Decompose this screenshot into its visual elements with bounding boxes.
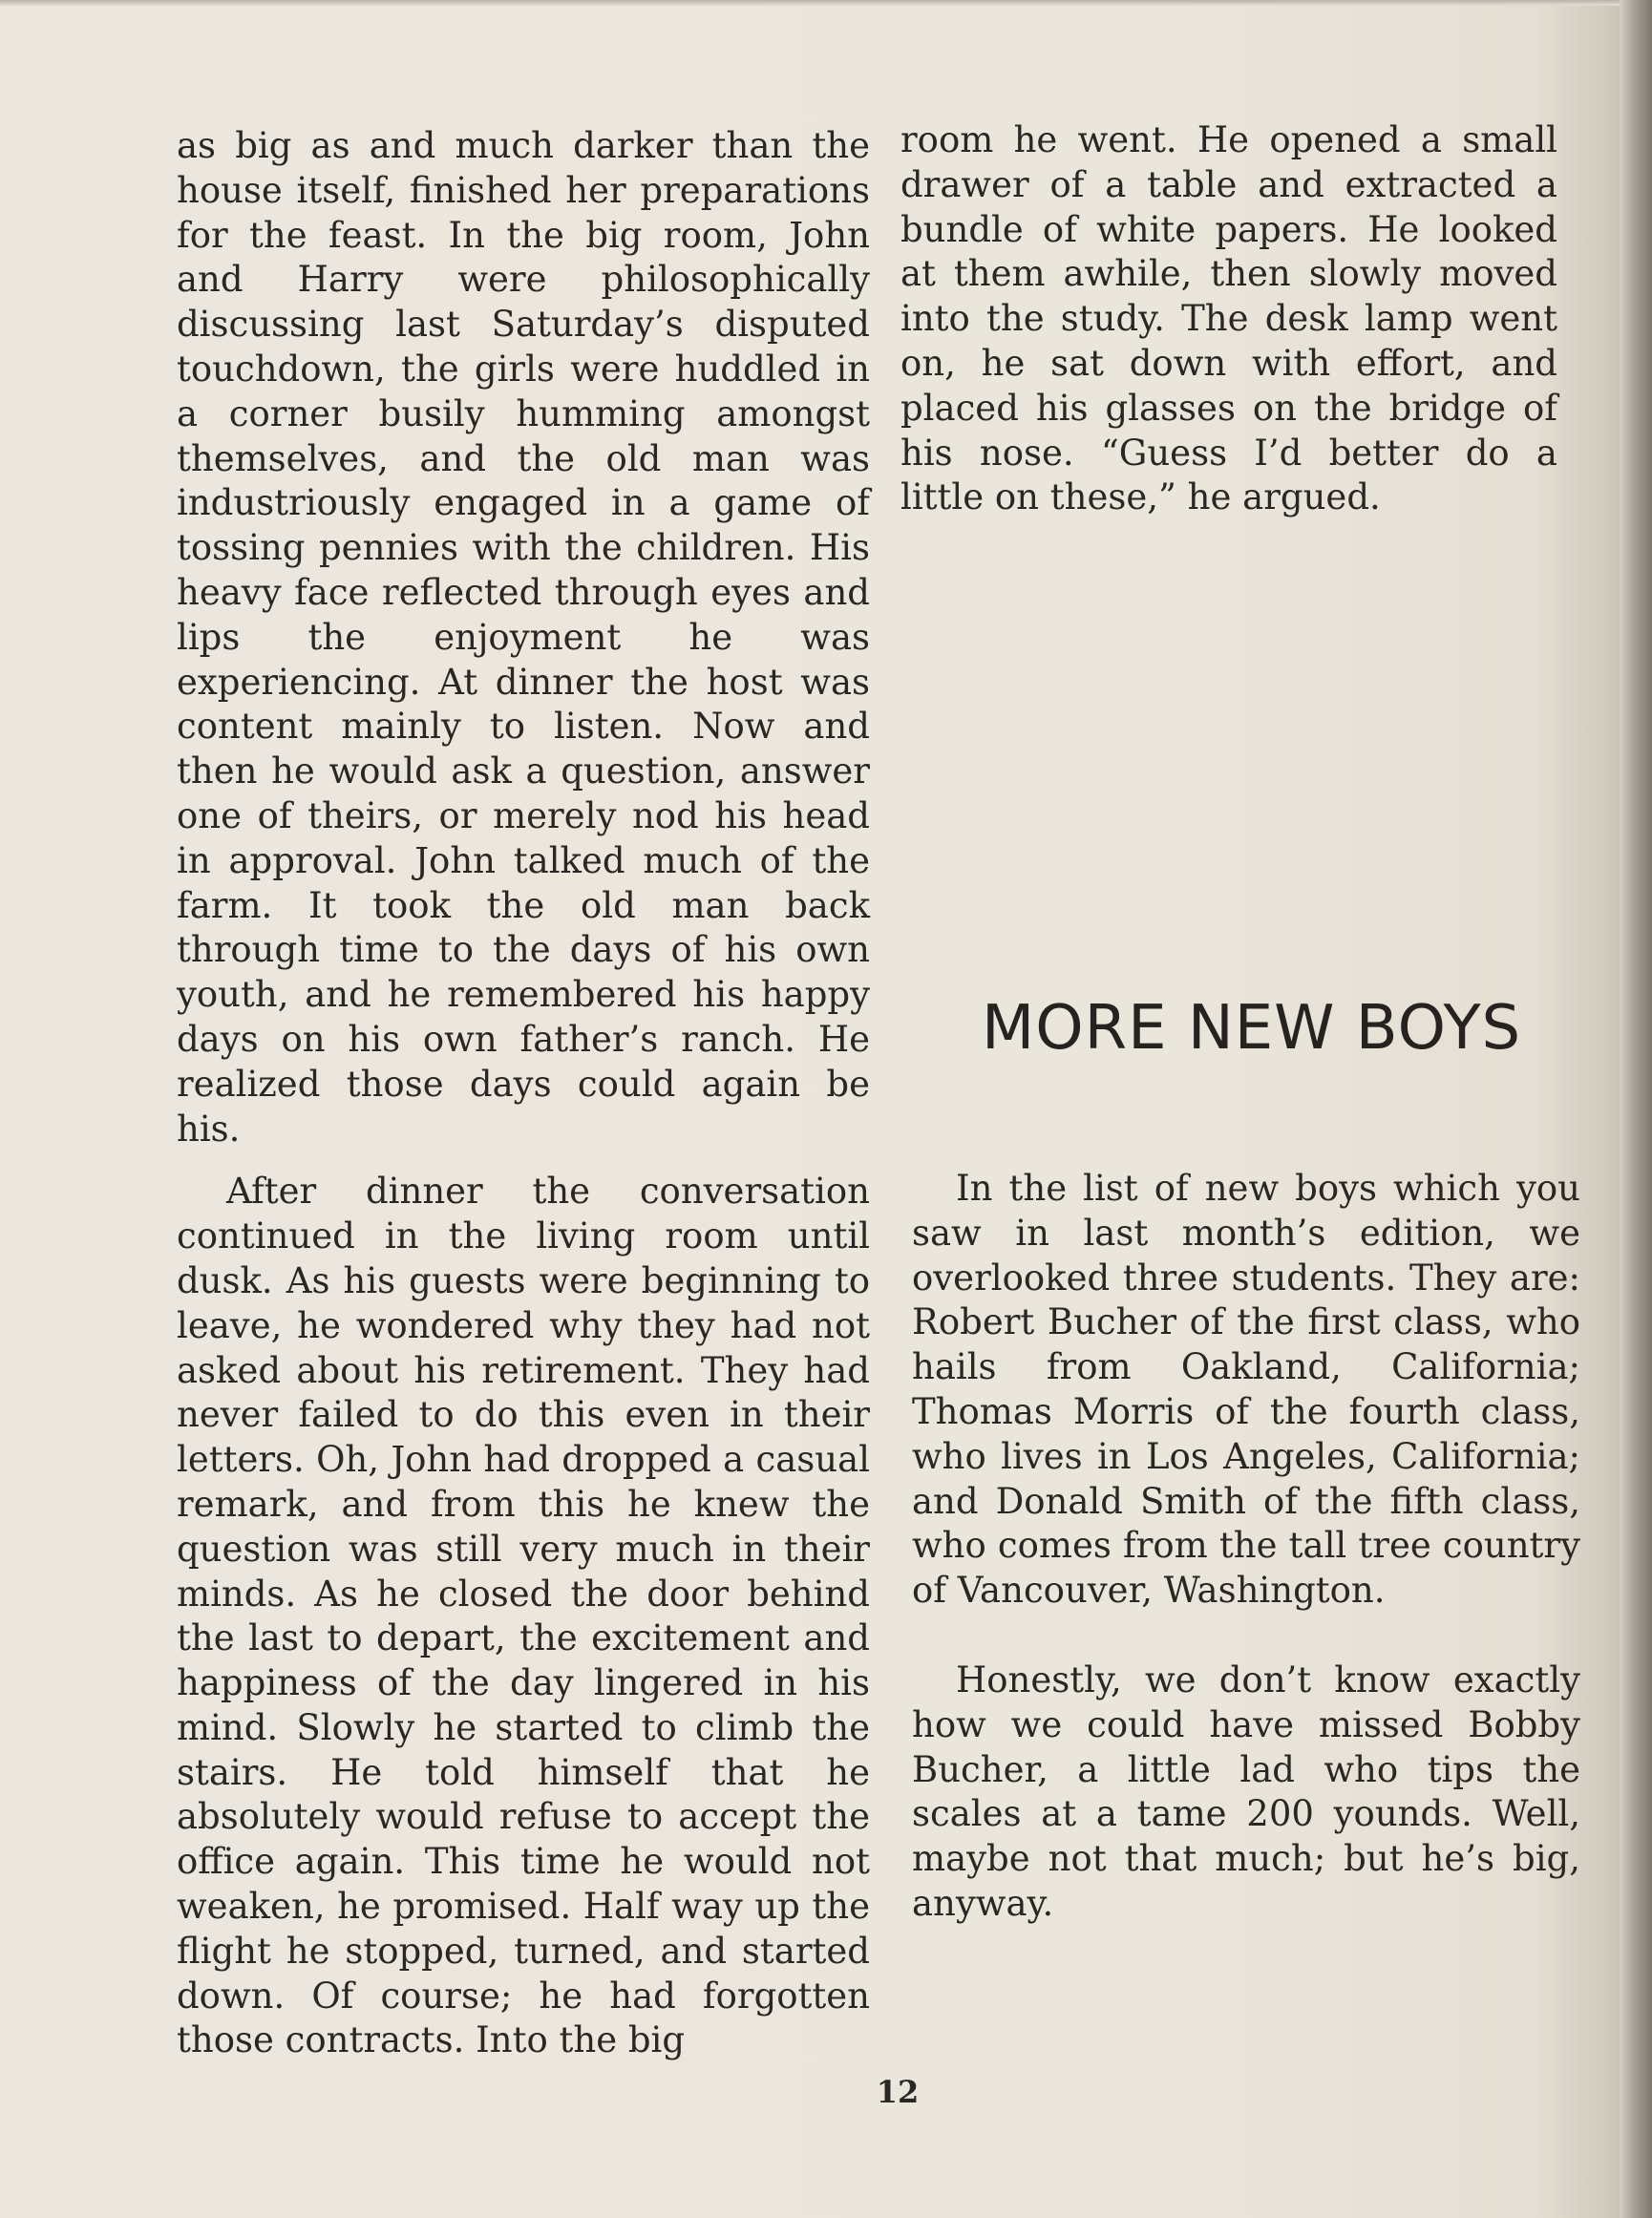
- page-top-edge: [0, 0, 1652, 6]
- story-paragraph: room he went. He opened a small drawer of a table and extracted a bundle of white papers. He looked at them awhile, then slowly moved into the study. The desk lamp went on, he sat down with effort, and placed his glasses on the bridge of his nose. “Guess I’d better do a little on these,” he argued.: [900, 119, 1557, 518]
- left-text-column: [177, 124, 870, 2063]
- section-heading: MORE NEW BOYS: [982, 993, 1522, 1064]
- page-binding-edge: [1620, 0, 1652, 2218]
- story-paragraph: as big as and much darker than the house itself, finished her preparations for the feast. In the big room, John and Harry were philosophically discussing last Saturday’s disputed touchdown, the girls were huddled in a corner busily humming amongst themselves, and the old man was industriously engaged in a game of tossing pennies with the children. His heavy face reflected through eyes and lips the enjoyment he was experiencing. At dinner the host was content mainly to listen. Now and then he would ask a question, answer one of theirs, or merely nod his head in approval. John talked much of the farm. It took the old man back through time to the days of his own youth, and he remembered his happy days on his own father’s ranch. He realized those days could again be his.: [177, 125, 870, 1150]
- page-number: 12: [876, 2074, 920, 2110]
- section-paragraph: Honestly, we don’t know exactly how we could have missed Bobby Bucher, a little lad who tips the scales at a tame 200 younds. Well, maybe not that much; but he’s big, anyway.: [912, 1658, 1580, 1924]
- section-paragraph: In the list of new boys which you saw in last month’s edition, we overlooked three students. They are: Robert Bucher of the first class, who hails from Oakland, California; Thomas Morris of the fourth class, who lives in Los Angeles, California; and Donald Smith of the fifth class, who comes from the tall tree country of Vancouver, Washington.: [912, 1168, 1580, 1612]
- right-text-column: [900, 118, 1557, 520]
- story-paragraph: After dinner the conversation continued in the living room until dusk. As his guests were beginning to leave, he wondered why they had not asked about his retirement. They had never failed to do this even in their letters. Oh, John had dropped a casual remark, and from this he knew the question was still very much in their minds. As he closed the door behind the last to depart, the excitement and happiness of the day lingered in his mind. Slowly he started to climb the stairs. He told himself that he absolutely would refuse to accept the office again. This time he would not weaken, he promised. Half way up the flight he stopped, turned, and started down. Of course; he had forgotten those contracts. Into the big: [177, 1171, 870, 2061]
- new-boys-section: [912, 1167, 1580, 1927]
